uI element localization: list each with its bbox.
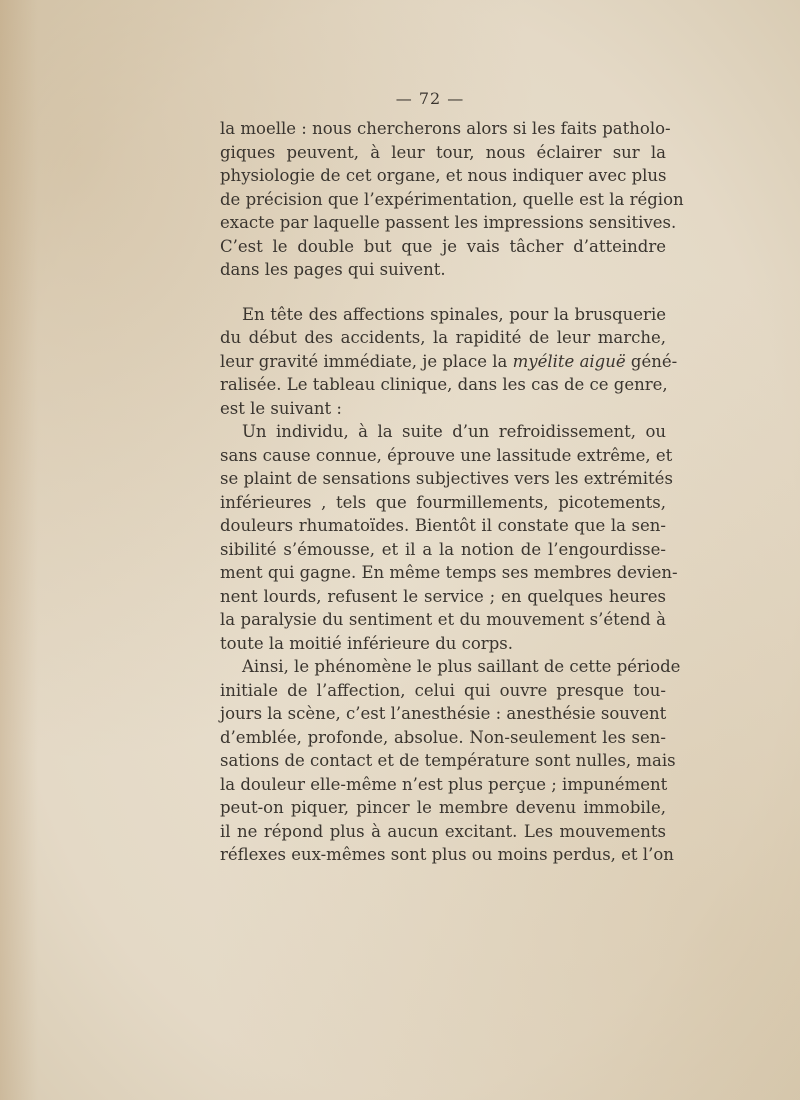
text-line: est le suivant : (220, 398, 342, 418)
text-line: sans cause connue, éprouve une lassitude extrême, et (220, 445, 673, 465)
paragraph (220, 303, 678, 421)
text-line: d’emblée, profonde, absolue. Non-seulement les sen- (220, 727, 666, 747)
text-line: Un individu, à la suite d’un refroidissement, ou (242, 422, 666, 441)
body-text (220, 117, 684, 867)
text-line: réflexes eux-mêmes sont plus ou moins perdus, et l’on (220, 845, 674, 864)
text-line: douleurs rhumatoïdes. Bientôt il constate que la sen- (220, 516, 666, 535)
text-line: peut-on piquer, pincer le membre devenu immobile, (220, 798, 666, 817)
text-line: la douleur elle-même n’est plus perçue ; impunément (220, 774, 668, 794)
text-line: du début des accidents, la rapidité de leur marche, (220, 328, 666, 347)
italic-term: myélite aiguë (512, 351, 626, 371)
text-line: ment qui gagne. En même temps ses membres devien- (220, 563, 678, 582)
text-line: dans les pages qui suivent. (220, 260, 446, 279)
text-line: la moelle : nous chercherons alors si les faits patholo- (220, 119, 671, 138)
text-line: nent lourds, refusent le service ; en quelques heures (220, 586, 666, 606)
text-line: C’est le double but que je vais tâcher d’atteindre (220, 236, 666, 256)
paragraph-gap (220, 282, 666, 303)
text-line: se plaint de sensations subjectives vers les extrémités (220, 469, 673, 488)
page-number: — 72 — (395, 89, 465, 108)
text-line: giques peuvent, à leur tour, nous éclairer sur la (220, 142, 666, 162)
text-line: initiale de l’affection, celui qui ouvre presque tou- (220, 680, 666, 700)
paragraph (220, 420, 678, 655)
text-line: leur gravité immédiate, je place la myélite aiguë géné- (220, 351, 678, 371)
text-line: sations de contact et de température sont nulles, mais (220, 751, 676, 770)
text-line: physiologie de cet organe, et nous indiquer avec plus (220, 166, 667, 185)
text-line: il ne répond plus à aucun excitant. Les mouvements (220, 821, 666, 841)
text-line: sibilité s’émousse, et il a la notion de l’engourdisse- (220, 539, 666, 559)
text-line: ralisée. Le tableau clinique, dans les cas de ce genre, (220, 375, 668, 394)
paragraph (220, 117, 684, 282)
text-line: la paralysie du sentiment et du mouvement s’étend à (220, 610, 666, 629)
text-line: inférieures , tels que fourmillements, picotements, (220, 492, 666, 512)
text-line: exacte par laquelle passent les impressions sensitives. (220, 213, 677, 232)
paragraph (220, 655, 681, 867)
text-line: Ainsi, le phénomène le plus saillant de cette période (242, 657, 681, 676)
text-line: En tête des affections spinales, pour la brusquerie (242, 304, 666, 324)
text-line: jours la scène, c’est l’anesthésie : anesthésie souvent (220, 704, 667, 723)
text-line: toute la moitié inférieure du corps. (220, 633, 513, 653)
text-line: de précision que l’expérimentation, quelle est la région (220, 189, 684, 209)
